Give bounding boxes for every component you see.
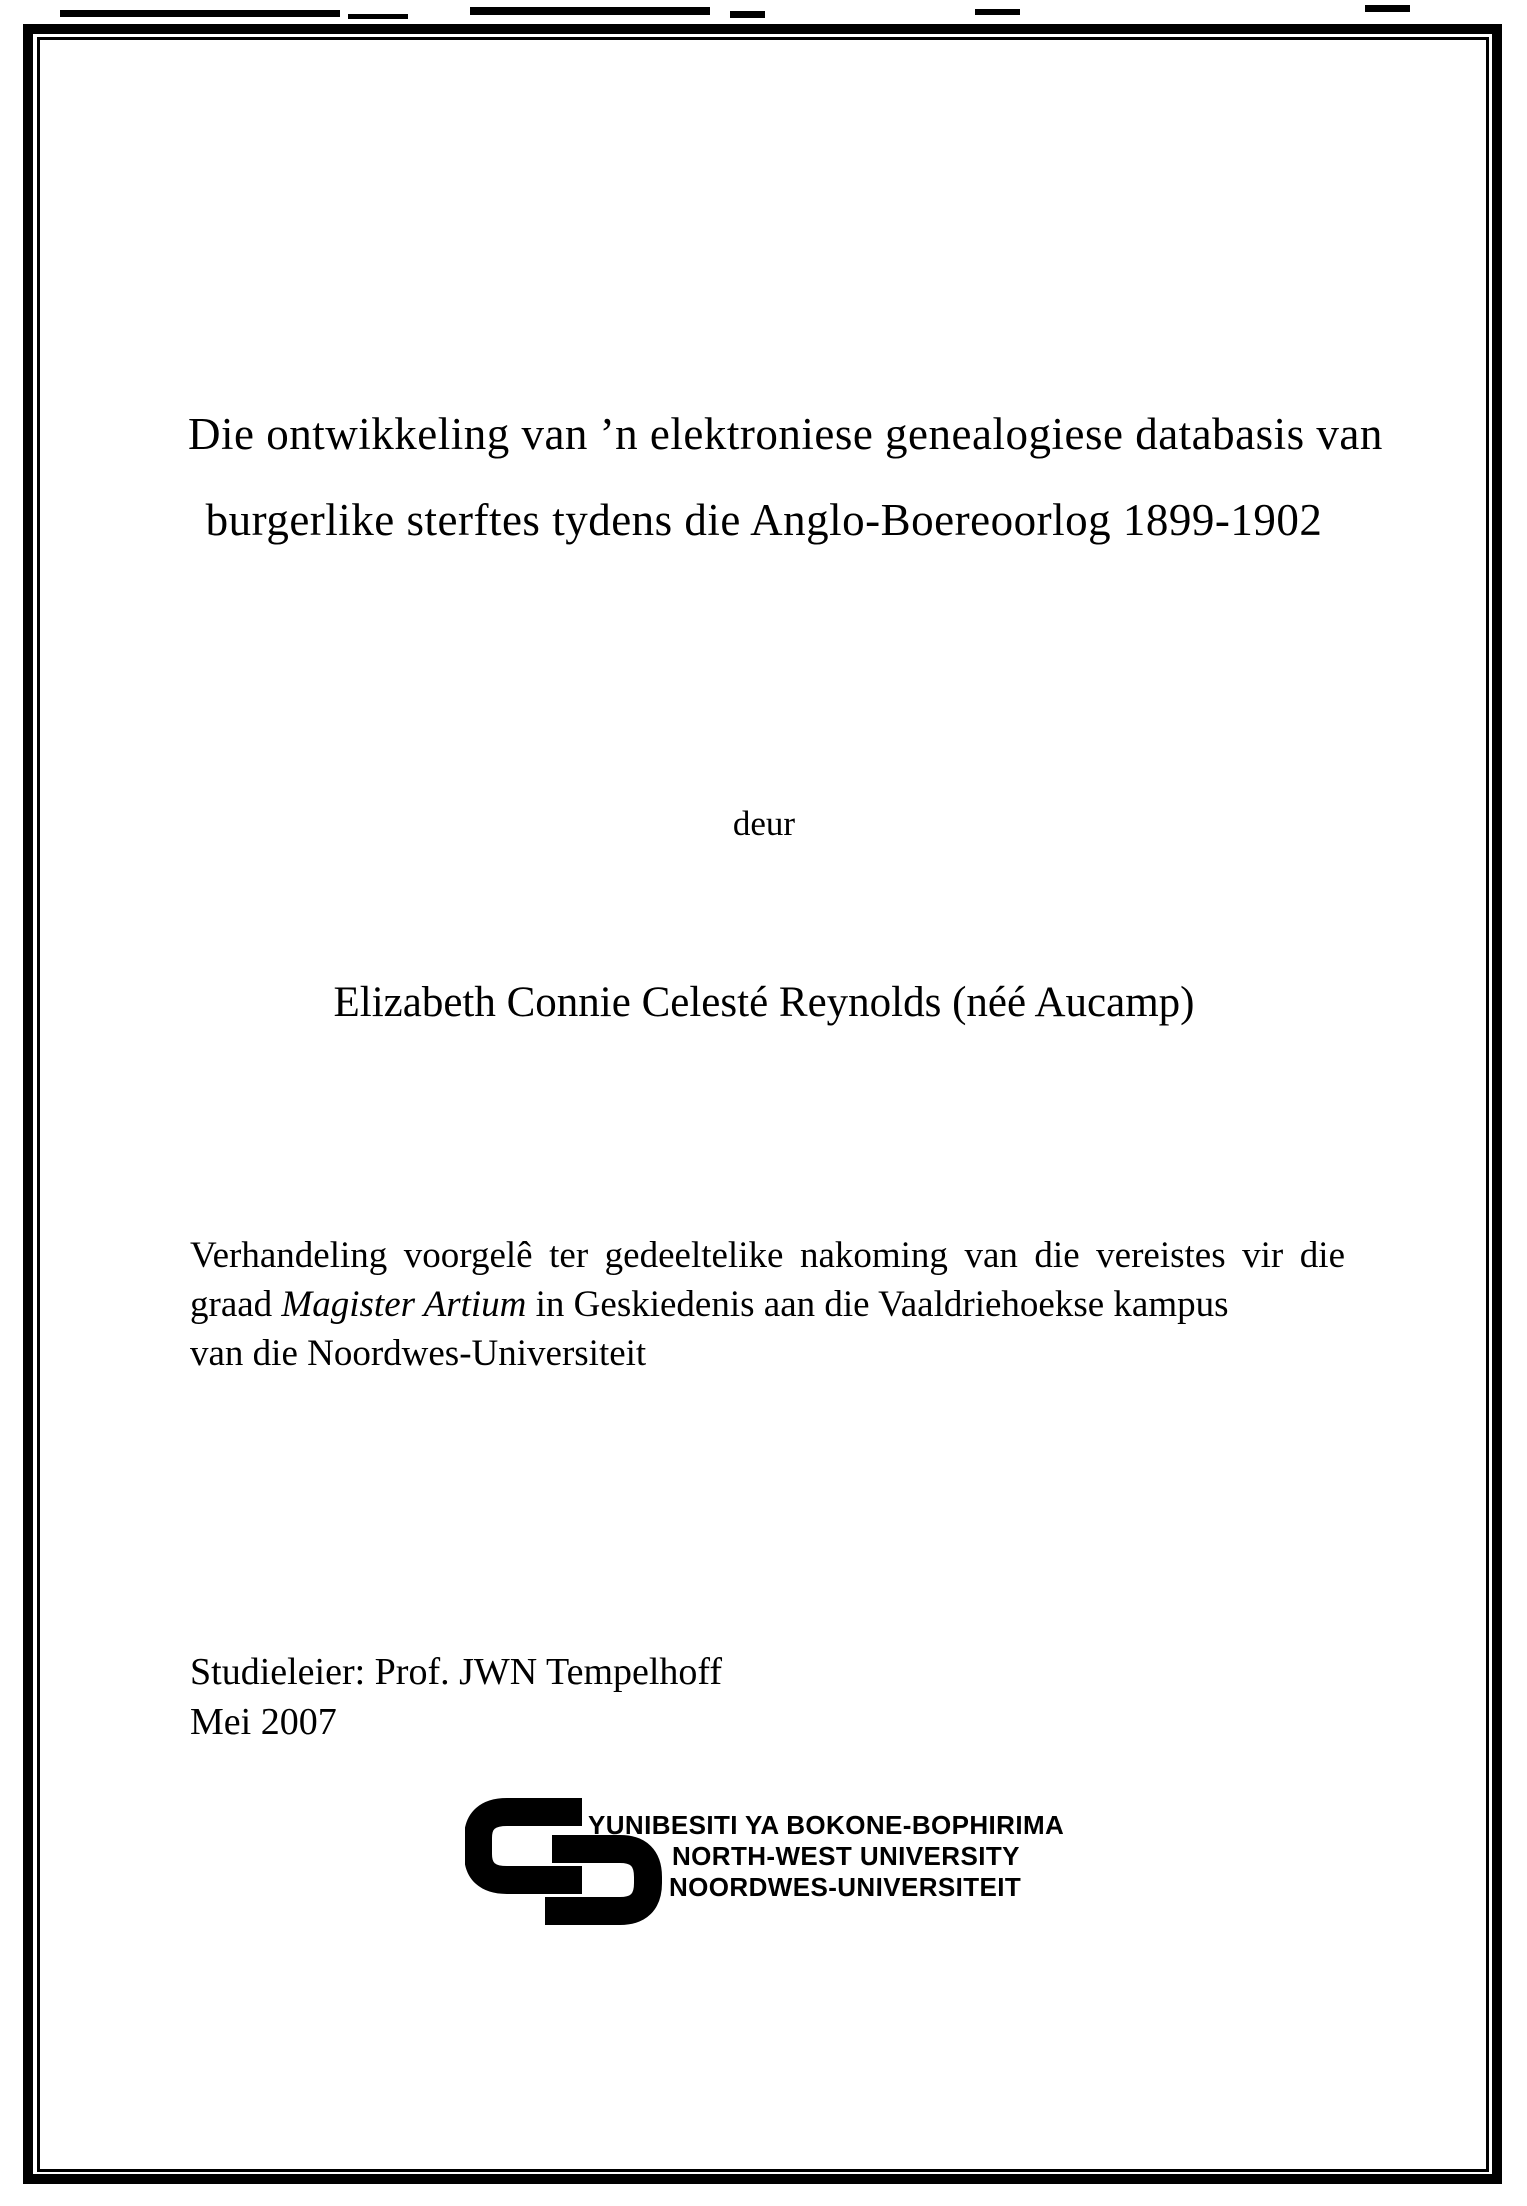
scan-noise [975,9,1020,15]
logo-text-afrikaans: NOORDWES-UNIVERSITEIT [669,1872,1022,1902]
scan-noise [60,10,340,17]
degree-statement-line-2 [190,1280,1345,1329]
scan-noise [1365,5,1410,12]
degree-statement [190,1231,1345,1378]
scan-noise [348,14,408,19]
logo-text-english: NORTH-WEST UNIVERSITY [672,1841,1020,1871]
thesis-title-line-1: Die ontwikkeling van ’n elektroniese genealogiese databasis van [188,409,1383,459]
logo-text-setswana: YUNIBESITI YA BOKONE-BOPHIRIMA [588,1810,1065,1840]
scan-noise [730,11,765,18]
degree-statement-line-2-pre: graad [190,1284,282,1325]
degree-name-italic: Magister Artium [281,1284,527,1325]
supervisor-line: Studieleier: Prof. JWN Tempelhoff [190,1651,723,1693]
byline-deur: deur [732,804,796,843]
degree-statement-line-3: van die Noordwes-Universiteit [190,1333,647,1374]
author-name: Elizabeth Connie Celesté Reynolds (néé Aucamp) [333,979,1195,1026]
thesis-title-line-2: burgerlike sterftes tydens die Anglo-Boereoorlog 1899-1902 [205,495,1323,545]
degree-statement-line-1: Verhandeling voorgelê ter gedeeltelike nakoming van die vereistes vir die [190,1235,1345,1276]
date-line: Mei 2007 [190,1701,337,1743]
degree-statement-line-2-post: in Geskiedenis aan die Vaaldriehoekse kampus [526,1284,1229,1325]
scan-noise [470,7,710,15]
